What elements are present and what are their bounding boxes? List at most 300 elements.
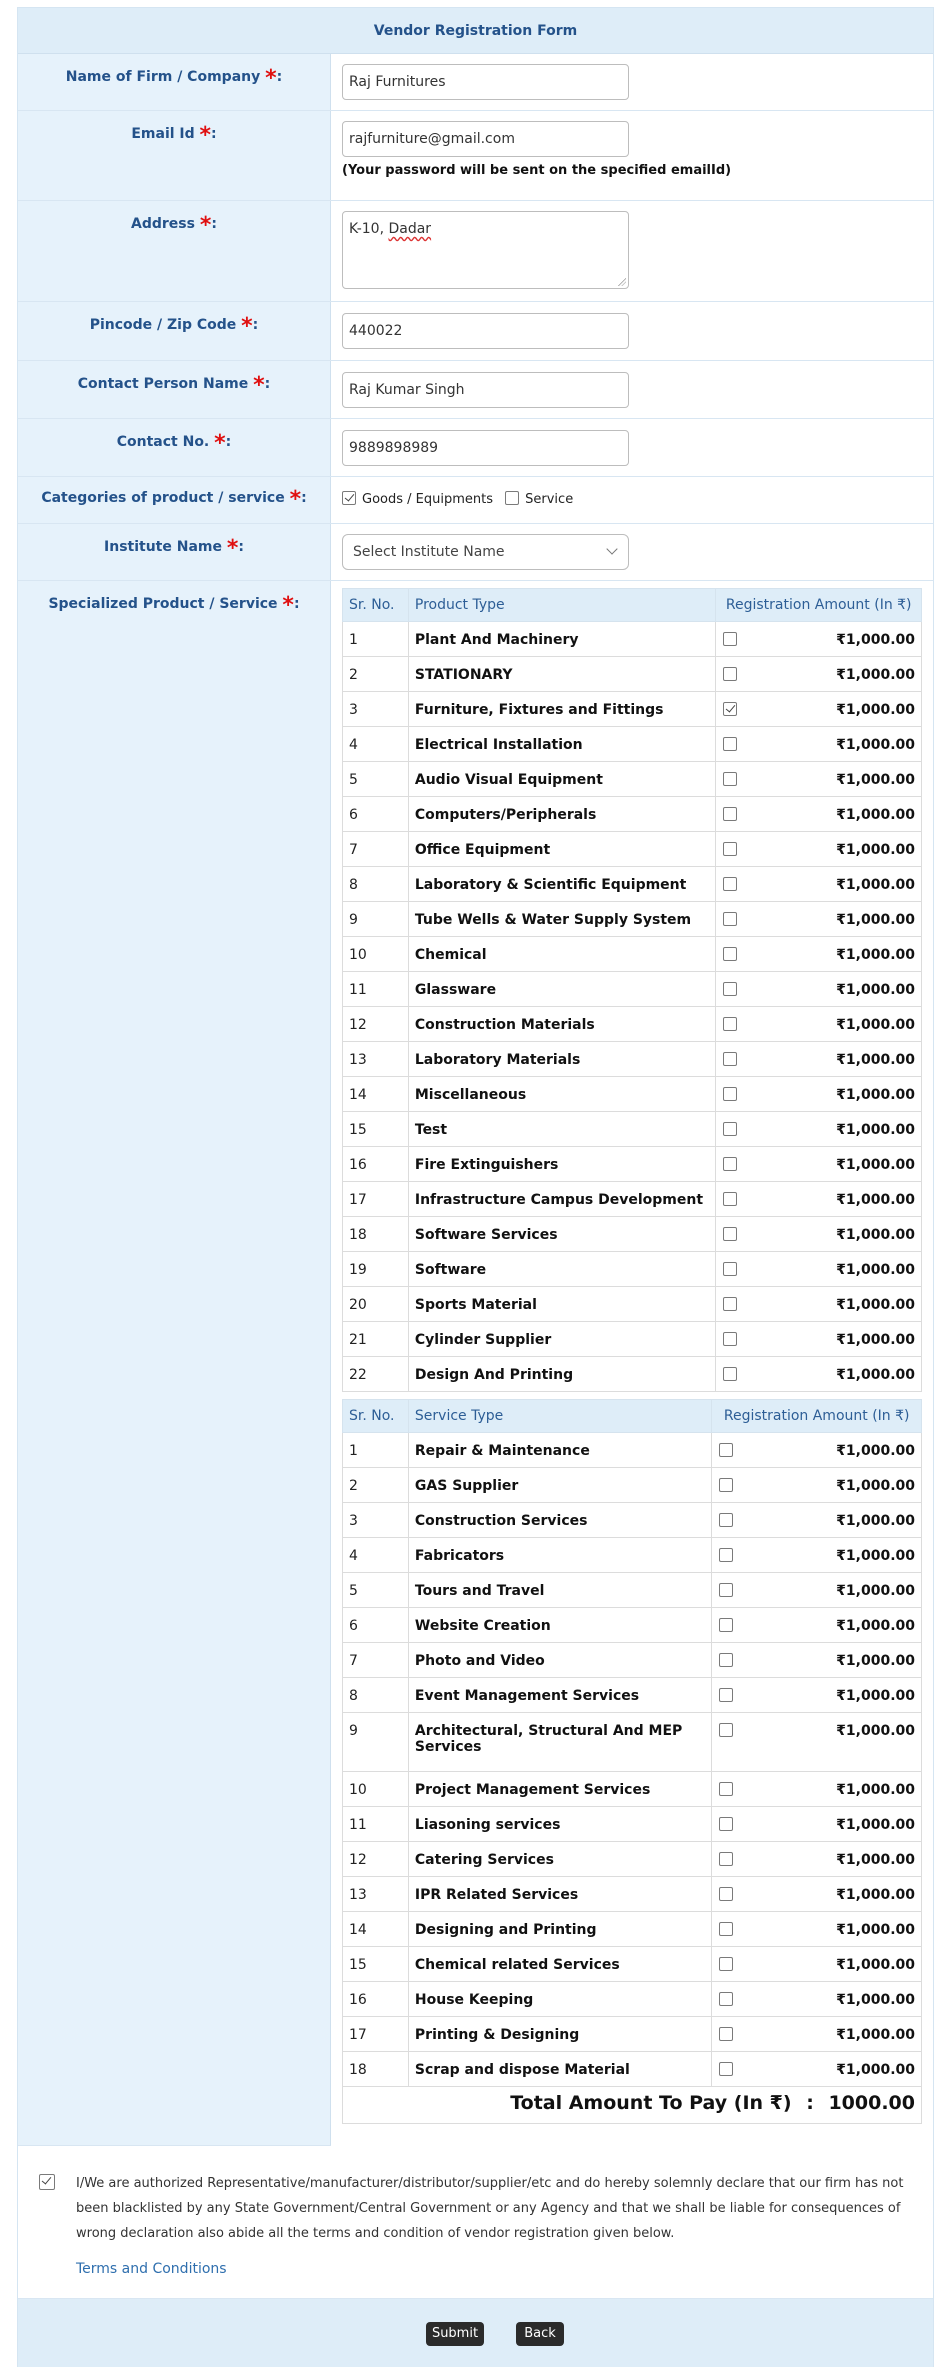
row-amount-cell: [716, 1182, 922, 1217]
row-number: 7: [343, 832, 409, 867]
row-checkbox[interactable]: [719, 1513, 733, 1527]
contact-person-input[interactable]: Raj Kumar Singh: [342, 372, 629, 408]
row-amount-cell: [716, 1112, 922, 1147]
actions-bar: [18, 2299, 933, 2367]
row-amount-cell: [716, 1357, 922, 1392]
table-row: [343, 1982, 922, 2017]
row-amount-cell: [712, 1433, 922, 1468]
required-mark: *: [199, 213, 212, 238]
email-note: (Your password will be sent on the specified emailId): [342, 163, 732, 178]
row-checkbox[interactable]: [723, 1332, 737, 1346]
row-amount-cell: [716, 657, 922, 692]
row-type-name: Tube Wells & Water Supply System: [408, 902, 716, 937]
row-amount-cell: [712, 1643, 922, 1678]
row-checkbox[interactable]: [723, 1262, 737, 1276]
table-row: [343, 1608, 922, 1643]
table-row: [343, 1322, 922, 1357]
row-amount-cell: [712, 1947, 922, 1982]
row-amount: ₹1,000.00: [836, 1122, 915, 1138]
table-row: [343, 1877, 922, 1912]
row-number: 2: [343, 657, 409, 692]
row-amount: ₹1,000.00: [836, 1688, 915, 1704]
table-row: [343, 1182, 922, 1217]
row-type-name: GAS Supplier: [408, 1468, 711, 1503]
table-row: [343, 1772, 922, 1807]
row-amount: ₹1,000.00: [836, 1782, 915, 1798]
row-type-name: Event Management Services: [408, 1678, 711, 1713]
table-row: [343, 1433, 922, 1468]
total-label: Total Amount To Pay (In ₹): [510, 2092, 792, 2114]
row-number: 3: [343, 692, 409, 727]
address-label: Address *:: [18, 201, 331, 301]
contact-no-input[interactable]: 9889898989: [342, 430, 629, 466]
row-type-name: Plant And Machinery: [408, 622, 716, 657]
row-number: 11: [343, 972, 409, 1007]
resize-grip-icon[interactable]: [618, 278, 626, 286]
row-checkbox[interactable]: [719, 1922, 733, 1936]
row-amount-cell: [716, 902, 922, 937]
table-row: [343, 657, 922, 692]
row-type-name: Construction Services: [408, 1503, 711, 1538]
row-amount-cell: [716, 1007, 922, 1042]
row-type-name: Construction Materials: [408, 1007, 716, 1042]
institute-label: Institute Name *:: [18, 524, 331, 580]
declaration-text: I/We are authorized Representative/manufacturer/distributor/supplier/etc and do hereby solemnly declare that our firm has not been blacklisted by any State Government/Central Government or any Agency and that we shall be liable for consequences of wrong declaration also abide all the terms and condition of vendor registration given below.: [76, 2176, 904, 2241]
row-amount: ₹1,000.00: [836, 772, 915, 788]
row-checkbox[interactable]: [723, 1192, 737, 1206]
institute-row: [18, 524, 933, 581]
row-checkbox[interactable]: [719, 1817, 733, 1831]
row-amount: ₹1,000.00: [836, 632, 915, 648]
column-header: Sr. No.: [343, 1400, 409, 1433]
email-input[interactable]: rajfurniture@gmail.com: [342, 121, 629, 157]
row-number: 17: [343, 2017, 409, 2052]
row-number: 9: [343, 1713, 409, 1772]
row-checkbox[interactable]: [723, 1122, 737, 1136]
table-row: [343, 1112, 922, 1147]
row-amount: ₹1,000.00: [836, 1192, 915, 1208]
row-number: 16: [343, 1147, 409, 1182]
row-checkbox[interactable]: [723, 982, 737, 996]
table-row: [343, 1947, 922, 1982]
row-amount-cell: [712, 1877, 922, 1912]
specialized-label: Specialized Product / Service *:: [18, 581, 331, 2146]
row-checkbox[interactable]: [719, 1583, 733, 1597]
row-amount: ₹1,000.00: [836, 912, 915, 928]
row-number: 1: [343, 622, 409, 657]
row-type-name: Software: [408, 1252, 716, 1287]
row-amount: ₹1,000.00: [836, 667, 915, 683]
row-amount: ₹1,000.00: [836, 1852, 915, 1868]
row-type-name: Photo and Video: [408, 1643, 711, 1678]
row-number: 15: [343, 1112, 409, 1147]
declaration-checkbox[interactable]: [39, 2174, 55, 2190]
row-type-name: STATIONARY: [408, 657, 716, 692]
table-row: [343, 832, 922, 867]
product-table: [342, 588, 922, 1392]
table-row: [343, 1503, 922, 1538]
row-number: 1: [343, 1433, 409, 1468]
row-amount: ₹1,000.00: [836, 1618, 915, 1634]
row-amount-cell: [712, 1608, 922, 1643]
table-row: [343, 1912, 922, 1947]
required-mark: *: [282, 593, 294, 618]
row-checkbox[interactable]: [719, 1782, 733, 1796]
row-number: 10: [343, 937, 409, 972]
row-amount-cell: [712, 2017, 922, 2052]
row-amount-cell: [716, 937, 922, 972]
row-amount: ₹1,000.00: [836, 1262, 915, 1278]
table-row: [343, 1077, 922, 1112]
row-checkbox[interactable]: [723, 1367, 737, 1381]
row-type-name: Website Creation: [408, 1608, 711, 1643]
row-amount: ₹1,000.00: [836, 1017, 915, 1033]
row-checkbox[interactable]: [719, 1618, 733, 1632]
table-row: [343, 1573, 922, 1608]
row-amount-cell: [716, 762, 922, 797]
row-type-name: Scrap and dispose Material: [408, 2052, 711, 2087]
row-amount-cell: [716, 1252, 922, 1287]
row-number: 6: [343, 797, 409, 832]
row-checkbox[interactable]: [723, 632, 737, 646]
address-textarea[interactable]: K-10, Dadar: [342, 211, 629, 289]
row-amount-cell: [716, 692, 922, 727]
row-amount: ₹1,000.00: [836, 1922, 915, 1938]
row-checkbox[interactable]: [719, 1443, 733, 1457]
row-amount: ₹1,000.00: [836, 1957, 915, 1973]
row-type-name: Laboratory Materials: [408, 1042, 716, 1077]
required-mark: *: [265, 66, 277, 91]
row-number: 19: [343, 1252, 409, 1287]
row-amount-cell: [712, 1982, 922, 2017]
row-type-name: Printing & Designing: [408, 2017, 711, 2052]
row-type-name: Liasoning services: [408, 1807, 711, 1842]
row-type-name: Miscellaneous: [408, 1077, 716, 1112]
row-amount: ₹1,000.00: [836, 982, 915, 998]
row-amount: ₹1,000.00: [836, 1157, 915, 1173]
table-row: [343, 1643, 922, 1678]
row-number: 14: [343, 1077, 409, 1112]
row-type-name: Sports Material: [408, 1287, 716, 1322]
row-checkbox[interactable]: [723, 877, 737, 891]
total-value: 1000.00: [828, 2092, 915, 2114]
row-amount-cell: [712, 1713, 922, 1772]
categories-label: Categories of product / service *:: [18, 477, 331, 523]
row-checkbox[interactable]: [719, 1992, 733, 2006]
table-row: [343, 972, 922, 1007]
row-amount-cell: [712, 1807, 922, 1842]
goods-label: Goods / Equipments: [362, 492, 493, 507]
row-number: 5: [343, 1573, 409, 1608]
back-button[interactable]: Back: [516, 2322, 564, 2346]
row-checkbox[interactable]: [719, 1478, 733, 1492]
row-checkbox[interactable]: [719, 1653, 733, 1667]
row-type-name: Repair & Maintenance: [408, 1433, 711, 1468]
row-amount-cell: [712, 2052, 922, 2087]
goods-checkbox[interactable]: [342, 491, 356, 505]
row-checkbox[interactable]: [719, 1723, 733, 1737]
row-amount: ₹1,000.00: [836, 702, 915, 718]
table-row: [343, 1357, 922, 1392]
row-type-name: Infrastructure Campus Development: [408, 1182, 716, 1217]
row-amount: ₹1,000.00: [836, 2062, 915, 2078]
row-type-name: Audio Visual Equipment: [408, 762, 716, 797]
pincode-input[interactable]: 440022: [342, 313, 629, 349]
row-amount-cell: [712, 1468, 922, 1503]
row-amount: ₹1,000.00: [836, 842, 915, 858]
row-number: 20: [343, 1287, 409, 1322]
row-amount-cell: [716, 622, 922, 657]
row-amount: ₹1,000.00: [836, 1367, 915, 1383]
row-amount-cell: [716, 797, 922, 832]
row-checkbox[interactable]: [723, 667, 737, 681]
firm-label: Name of Firm / Company *:: [18, 54, 331, 110]
total-amount: Total Amount To Pay (In ₹) : 1000.00: [342, 2084, 922, 2124]
row-amount: ₹1,000.00: [836, 1548, 915, 1564]
row-number: 18: [343, 2052, 409, 2087]
required-mark: *: [253, 373, 265, 398]
row-type-name: Fabricators: [408, 1538, 711, 1573]
column-header: Registration Amount (In ₹): [712, 1400, 922, 1433]
row-amount: ₹1,000.00: [836, 2027, 915, 2043]
table-row: [343, 1468, 922, 1503]
email-row: [18, 111, 933, 201]
row-checkbox[interactable]: [723, 1017, 737, 1031]
row-number: 2: [343, 1468, 409, 1503]
row-amount: ₹1,000.00: [836, 1087, 915, 1103]
row-amount-cell: [716, 1287, 922, 1322]
required-mark: *: [199, 123, 212, 148]
row-amount: ₹1,000.00: [836, 1583, 915, 1599]
row-checkbox[interactable]: [719, 1548, 733, 1562]
service-table-header: [343, 1400, 922, 1433]
row-type-name: Cylinder Supplier: [408, 1322, 716, 1357]
row-type-name: Test: [408, 1112, 716, 1147]
row-checkbox[interactable]: [723, 947, 737, 961]
table-row: [343, 1287, 922, 1322]
table-row: [343, 1147, 922, 1182]
row-amount: ₹1,000.00: [836, 1992, 915, 2008]
row-checkbox[interactable]: [723, 702, 737, 716]
chevron-down-icon: [606, 543, 617, 554]
row-amount-cell: [712, 1842, 922, 1877]
row-amount-cell: [712, 1678, 922, 1713]
row-type-name: Chemical: [408, 937, 716, 972]
row-number: 21: [343, 1322, 409, 1357]
row-number: 4: [343, 1538, 409, 1573]
contact-no-label: Contact No. *:: [18, 419, 331, 476]
row-amount: ₹1,000.00: [836, 1887, 915, 1903]
row-type-name: Catering Services: [408, 1842, 711, 1877]
service-checkbox[interactable]: [505, 491, 519, 505]
row-amount: ₹1,000.00: [836, 737, 915, 753]
terms-link[interactable]: Terms and Conditions: [76, 2261, 227, 2277]
row-amount-cell: [716, 1217, 922, 1252]
row-amount-cell: [716, 1322, 922, 1357]
row-amount-cell: [716, 1077, 922, 1112]
column-header: Registration Amount (In ₹): [716, 589, 922, 622]
row-amount-cell: [716, 832, 922, 867]
firm-input[interactable]: Raj Furnitures: [342, 64, 629, 100]
table-row: [343, 692, 922, 727]
required-mark: *: [289, 487, 302, 512]
row-amount-cell: [712, 1503, 922, 1538]
row-type-name: Glassware: [408, 972, 716, 1007]
row-number: 5: [343, 762, 409, 797]
row-number: 14: [343, 1912, 409, 1947]
row-amount: ₹1,000.00: [836, 1052, 915, 1068]
row-amount: ₹1,000.00: [836, 1443, 915, 1459]
table-row: [343, 762, 922, 797]
row-amount: ₹1,000.00: [836, 1332, 915, 1348]
table-row: [343, 1217, 922, 1252]
row-amount: ₹1,000.00: [836, 877, 915, 893]
row-type-name: Chemical related Services: [408, 1947, 711, 1982]
submit-button[interactable]: Submit: [426, 2322, 484, 2346]
row-checkbox[interactable]: [723, 772, 737, 786]
row-type-name: Project Management Services: [408, 1772, 711, 1807]
row-number: 10: [343, 1772, 409, 1807]
categories-row: [18, 477, 933, 524]
row-checkbox[interactable]: [723, 912, 737, 926]
declaration-section: [18, 2149, 933, 2299]
firm-row: [18, 54, 933, 111]
registration-form: [17, 7, 934, 2367]
row-amount: ₹1,000.00: [836, 1723, 915, 1739]
address-row: [18, 201, 933, 302]
row-number: 8: [343, 867, 409, 902]
row-amount-cell: [712, 1538, 922, 1573]
required-mark: *: [241, 314, 253, 339]
row-checkbox[interactable]: [719, 1688, 733, 1702]
row-checkbox[interactable]: [723, 737, 737, 751]
row-type-name: Software Services: [408, 1217, 716, 1252]
row-number: 7: [343, 1643, 409, 1678]
row-amount-cell: [716, 867, 922, 902]
row-checkbox[interactable]: [719, 2027, 733, 2041]
row-type-name: Electrical Installation: [408, 727, 716, 762]
row-amount: ₹1,000.00: [836, 1817, 915, 1833]
table-row: [343, 1007, 922, 1042]
row-number: 18: [343, 1217, 409, 1252]
row-type-name: Fire Extinguishers: [408, 1147, 716, 1182]
row-number: 15: [343, 1947, 409, 1982]
row-number: 11: [343, 1807, 409, 1842]
row-type-name: Office Equipment: [408, 832, 716, 867]
row-amount: ₹1,000.00: [836, 1478, 915, 1494]
row-amount: ₹1,000.00: [836, 1227, 915, 1243]
row-checkbox[interactable]: [719, 1887, 733, 1901]
row-checkbox[interactable]: [723, 1052, 737, 1066]
row-number: 12: [343, 1842, 409, 1877]
row-number: 9: [343, 902, 409, 937]
pincode-label: Pincode / Zip Code *:: [18, 302, 331, 360]
table-row: [343, 1713, 922, 1772]
service-label: Service: [525, 492, 574, 507]
column-header: Product Type: [408, 589, 716, 622]
row-type-name: Design And Printing: [408, 1357, 716, 1392]
row-checkbox[interactable]: [719, 1852, 733, 1866]
row-type-name: Tours and Travel: [408, 1573, 711, 1608]
row-amount-cell: [716, 972, 922, 1007]
table-row: [343, 797, 922, 832]
table-row: [343, 937, 922, 972]
row-type-name: Furniture, Fixtures and Fittings: [408, 692, 716, 727]
row-amount-cell: [712, 1573, 922, 1608]
row-number: 16: [343, 1982, 409, 2017]
row-checkbox[interactable]: [719, 2062, 733, 2076]
row-number: 6: [343, 1608, 409, 1643]
row-checkbox[interactable]: [723, 1297, 737, 1311]
service-table: [342, 1399, 922, 2087]
pincode-row: [18, 302, 933, 361]
row-amount-cell: [716, 1042, 922, 1077]
row-checkbox[interactable]: [723, 807, 737, 821]
table-row: [343, 2052, 922, 2087]
table-row: [343, 1842, 922, 1877]
row-type-name: Laboratory & Scientific Equipment: [408, 867, 716, 902]
column-header: Service Type: [408, 1400, 711, 1433]
row-amount: ₹1,000.00: [836, 1513, 915, 1529]
contact-person-label: Contact Person Name *:: [18, 361, 331, 418]
row-number: 13: [343, 1042, 409, 1077]
form-title: Vendor Registration Form: [18, 8, 933, 54]
row-number: 4: [343, 727, 409, 762]
institute-select[interactable]: Select Institute Name: [342, 534, 629, 570]
row-number: 22: [343, 1357, 409, 1392]
row-amount: ₹1,000.00: [836, 947, 915, 963]
table-row: [343, 1807, 922, 1842]
row-amount-cell: [712, 1912, 922, 1947]
row-checkbox[interactable]: [723, 842, 737, 856]
required-mark: *: [214, 431, 226, 456]
row-number: 17: [343, 1182, 409, 1217]
row-number: 8: [343, 1678, 409, 1713]
row-checkbox[interactable]: [723, 1087, 737, 1101]
categories-options: [342, 491, 581, 507]
row-type-name: Architectural, Structural And MEP Services: [408, 1713, 711, 1772]
row-number: 12: [343, 1007, 409, 1042]
table-row: [343, 1678, 922, 1713]
table-row: [343, 622, 922, 657]
table-row: [343, 1252, 922, 1287]
row-type-name: Designing and Printing: [408, 1912, 711, 1947]
row-number: 13: [343, 1877, 409, 1912]
table-row: [343, 727, 922, 762]
table-row: [343, 1042, 922, 1077]
table-row: [343, 867, 922, 902]
row-type-name: House Keeping: [408, 1982, 711, 2017]
required-mark: *: [226, 536, 239, 561]
row-type-name: Computers/Peripherals: [408, 797, 716, 832]
row-type-name: IPR Related Services: [408, 1877, 711, 1912]
row-checkbox[interactable]: [723, 1157, 737, 1171]
row-amount: ₹1,000.00: [836, 1653, 915, 1669]
row-amount: ₹1,000.00: [836, 1297, 915, 1313]
row-checkbox[interactable]: [719, 1957, 733, 1971]
row-number: 3: [343, 1503, 409, 1538]
row-checkbox[interactable]: [723, 1227, 737, 1241]
contact-no-row: [18, 419, 933, 477]
table-row: [343, 1538, 922, 1573]
row-amount-cell: [712, 1772, 922, 1807]
row-amount-cell: [716, 727, 922, 762]
contact-person-row: [18, 361, 933, 419]
row-amount: ₹1,000.00: [836, 807, 915, 823]
column-header: Sr. No.: [343, 589, 409, 622]
table-row: [343, 902, 922, 937]
table-row: [343, 2017, 922, 2052]
